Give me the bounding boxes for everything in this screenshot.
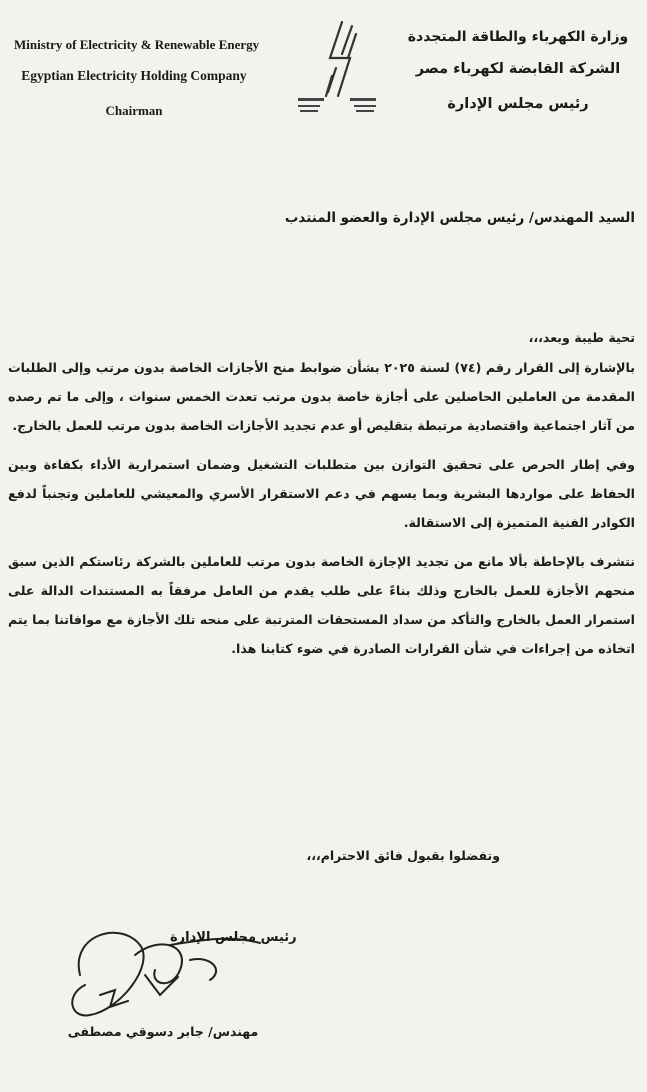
- position-ar: رئيس مجلس الإدارة: [447, 96, 589, 113]
- greeting: تحية طيبة وبعد،،،: [528, 330, 635, 345]
- ministry-name-en: Ministry of Electricity & Renewable Energy: [14, 37, 260, 52]
- ministry-name-ar: وزارة الكهرباء والطاقة المتجددة: [407, 29, 629, 45]
- paragraph-2: وفي إطار الحرص على تحقيق التوازن بين متطلبات التشغيل وضمان استمرارية الأداء بكفاءة وبين الحفاظ على مواردها البشرية وبما يسهم في دعم الاستقرار الأسري والمعيشي للعاملين وتجنباً لدفع الكوادر الفنية المتميزة إلى الاستقالة.: [8, 457, 635, 530]
- paragraph-3: نتشرف بالإحاطة بألا مانع من تجديد الإجازة الخاصة بدون مرتب للعاملين بالشركة رئاستكم الذين سبق منحهم الأجازة للعمل بالخارج وذلك بناءً على طلب يقدم من العامل مرفقاً به المستندات الدالة على استمرار العمل بالخارج والتأكد من سداد المستحقات المترتبة على منحه تلك الأجازة مع موافاتنا بما يتم اتخاذه من إجراءات في شأن القرارات الصادرة في ضوء كتابنا هذا.: [7, 554, 635, 656]
- letterhead-arabic: [403, 30, 633, 113]
- signatory-name: مهندس/ جابر دسوقي مصطفى: [67, 1024, 259, 1039]
- paragraph-1: بالإشارة إلى القرار رقم (٧٤) لسنة ٢٠٢٥ بشأن ضوابط منح الأجازات الخاصة بدون مرتب وإلى الطلبات المقدمة من العاملين الحاصلين على أجازة خاصة بدون مرتب تعدت الخمس سنوات ، وإلى ما تم رصده من آثار اجتماعية واقتصادية مرتبطة بتقليص أو عدم تجديد الأجازات الخاصة بدون مرتب للعمل بالخارج.: [8, 360, 635, 433]
- letterhead-english: [14, 37, 260, 119]
- company-name-en: Egyptian Electricity Holding Company: [21, 68, 247, 84]
- letter-body: [8, 330, 635, 663]
- addressee: السيد المهندس/ رئيس مجلس الإدارة والعضو المنتدب: [284, 210, 635, 226]
- signatory-title: رئيس مجلس الإدارة: [170, 930, 297, 945]
- closing-line: وتفضلوا بقبول فائق الاحترام،،،: [306, 848, 500, 863]
- position-en: Chairman: [105, 103, 163, 119]
- company-name-ar: الشركة القابضة لكهرباء مصر: [415, 61, 621, 78]
- company-logo: [296, 18, 386, 138]
